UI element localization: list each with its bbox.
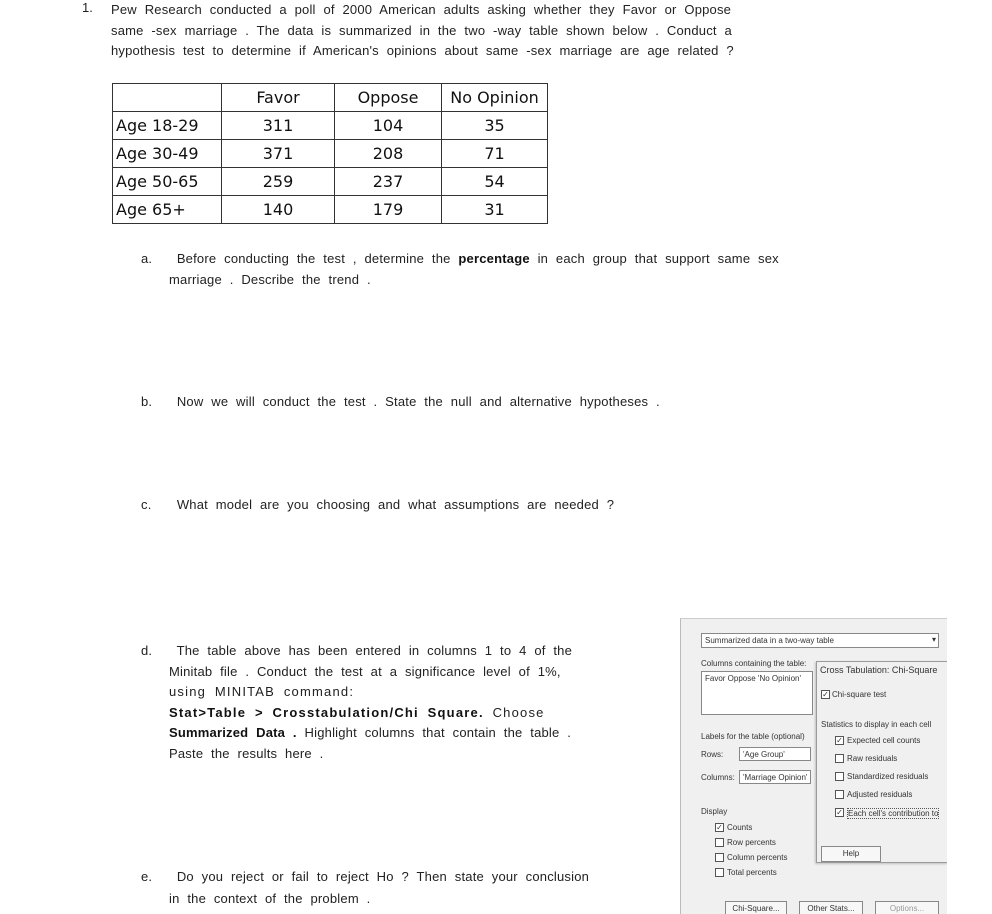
part-d-line2: Minitab file . Conduct the test at a significance level of 1%, xyxy=(169,663,561,679)
table-cell: 371 xyxy=(222,140,335,168)
part-a-pre: Before conducting the test , determine the xyxy=(176,251,459,266)
cols-value: 'Marriage Opinion' xyxy=(743,773,808,782)
row-label: Age 65+ xyxy=(113,196,222,224)
table-row xyxy=(113,112,548,140)
table-cell: 104 xyxy=(335,112,442,140)
table-header-cell xyxy=(113,84,222,112)
counts-checkbox[interactable]: ✓ xyxy=(716,823,723,832)
table-cell: 179 xyxy=(335,196,442,224)
part-d-line3: using MINITAB command: xyxy=(169,684,355,699)
table-cell: 237 xyxy=(335,168,442,196)
expected-counts-label: Expected cell counts xyxy=(847,736,921,745)
rows-value: 'Age Group' xyxy=(743,750,785,759)
row-label: Age 18-29 xyxy=(113,112,222,140)
part-c xyxy=(141,495,841,516)
part-letter: b. xyxy=(141,394,153,409)
part-letter: e. xyxy=(141,869,153,884)
table-cell: 54 xyxy=(442,168,548,196)
help-button[interactable]: Help xyxy=(821,846,881,862)
table-cell: 71 xyxy=(442,140,548,168)
chi-square-button[interactable]: Chi-Square... xyxy=(725,901,787,914)
table-cell: 259 xyxy=(222,168,335,196)
chevron-down-icon: ▾ xyxy=(931,635,936,644)
column-percents-label: Column percents xyxy=(727,853,788,862)
part-a-line2: marriage . Describe the trend . xyxy=(169,271,371,287)
question-line-2: same -sex marriage . The data is summarized in the two -way table shown below . Conduct a xyxy=(111,22,732,38)
part-d-highlight: Highlight columns that contain the table . xyxy=(296,725,572,740)
stats-label: Statistics to display in each cell xyxy=(821,720,932,729)
standardized-residuals-checkbox[interactable] xyxy=(835,772,844,781)
cols-label: Columns: xyxy=(701,773,735,782)
chi-square-test-label: Chi-square test xyxy=(832,690,887,699)
table-header-row xyxy=(113,84,548,112)
cell-contribution-checkbox[interactable]: ✓ xyxy=(836,808,843,817)
table-row xyxy=(113,168,548,196)
question-line-1: Pew Research conducted a poll of 2000 American adults asking whether they Favor or Oppose xyxy=(111,2,732,17)
row-label: Age 50-65 xyxy=(113,168,222,196)
raw-residuals-checkbox[interactable] xyxy=(835,754,844,763)
part-d-summarized: Summarized Data . xyxy=(169,725,297,740)
question-line-3: hypothesis test to determine if American's opinions about same -sex marriage are age related ? xyxy=(111,43,734,58)
table-header-cell: No Opinion xyxy=(442,84,548,112)
part-e-line1: Do you reject or fail to reject Ho ? Then state your conclusion xyxy=(176,869,590,884)
display-label: Display xyxy=(701,807,728,816)
columns-field[interactable] xyxy=(701,671,813,715)
labels-label: Labels for the table (optional) xyxy=(701,732,805,741)
question-text xyxy=(111,0,871,62)
dropdown-value: Summarized data in a two-way table xyxy=(705,636,834,645)
minitab-dialog xyxy=(680,618,947,914)
table-row xyxy=(113,140,548,168)
table-cell: 31 xyxy=(442,196,548,224)
table-cell: 208 xyxy=(335,140,442,168)
chi-square-subdialog xyxy=(816,661,947,863)
part-d-command: Stat>Table > Crosstabulation/Chi Square. xyxy=(169,704,484,720)
expected-counts-checkbox[interactable]: ✓ xyxy=(836,736,843,745)
counts-label: Counts xyxy=(727,823,753,832)
table-cell: 140 xyxy=(222,196,335,224)
row-percents-label: Row percents xyxy=(727,838,776,847)
adjusted-residuals-checkbox[interactable] xyxy=(835,790,844,799)
subdialog-title: Cross Tabulation: Chi-Square xyxy=(820,665,938,675)
part-letter: d. xyxy=(141,643,153,658)
column-percents-checkbox[interactable] xyxy=(715,853,724,862)
part-e xyxy=(141,866,661,910)
total-percents-checkbox[interactable] xyxy=(715,868,724,877)
table-header-cell: Favor xyxy=(222,84,335,112)
part-d-line1: The table above has been entered in columns 1 to 4 of the xyxy=(176,643,573,658)
row-label: Age 30-49 xyxy=(113,140,222,168)
part-letter: c. xyxy=(141,497,152,512)
part-b-text: Now we will conduct the test . State the null and alternative hypotheses . xyxy=(176,394,660,409)
question-number: 1. xyxy=(82,0,93,15)
chi-square-test-checkbox[interactable]: ✓ xyxy=(822,690,829,699)
other-stats-button[interactable]: Other Stats... xyxy=(799,901,863,914)
cols-field[interactable] xyxy=(739,770,811,784)
part-d-choose: Choose xyxy=(483,704,545,720)
part-c-text: What model are you choosing and what assumptions are needed ? xyxy=(176,497,615,512)
cell-contribution-label: Each cell's contribution to xyxy=(848,809,939,818)
adjusted-residuals-label: Adjusted residuals xyxy=(847,790,913,799)
part-d-line6: Paste the results here . xyxy=(169,745,324,761)
total-percents-label: Total percents xyxy=(727,868,777,877)
part-e-line2: in the context of the problem . xyxy=(169,891,371,906)
part-a-bold: percentage xyxy=(458,251,530,266)
rows-field[interactable] xyxy=(739,747,811,761)
part-d xyxy=(141,641,661,764)
part-a-post: in each group that support same sex xyxy=(529,251,779,266)
table-type-dropdown[interactable] xyxy=(701,633,939,648)
standardized-residuals-label: Standardized residuals xyxy=(847,772,929,781)
table-cell: 311 xyxy=(222,112,335,140)
options-button[interactable]: Options... xyxy=(875,901,939,914)
table-header-cell: Oppose xyxy=(335,84,442,112)
columns-label: Columns containing the table: xyxy=(701,659,807,668)
table-row xyxy=(113,196,548,224)
part-b xyxy=(141,392,841,413)
raw-residuals-label: Raw residuals xyxy=(847,754,898,763)
rows-label: Rows: xyxy=(701,750,724,759)
row-percents-checkbox[interactable] xyxy=(715,838,724,847)
table-cell: 35 xyxy=(442,112,548,140)
columns-value: Favor Oppose 'No Opinion' xyxy=(705,674,801,683)
two-way-table xyxy=(112,83,548,224)
part-letter: a. xyxy=(141,251,153,266)
part-a xyxy=(141,249,901,290)
